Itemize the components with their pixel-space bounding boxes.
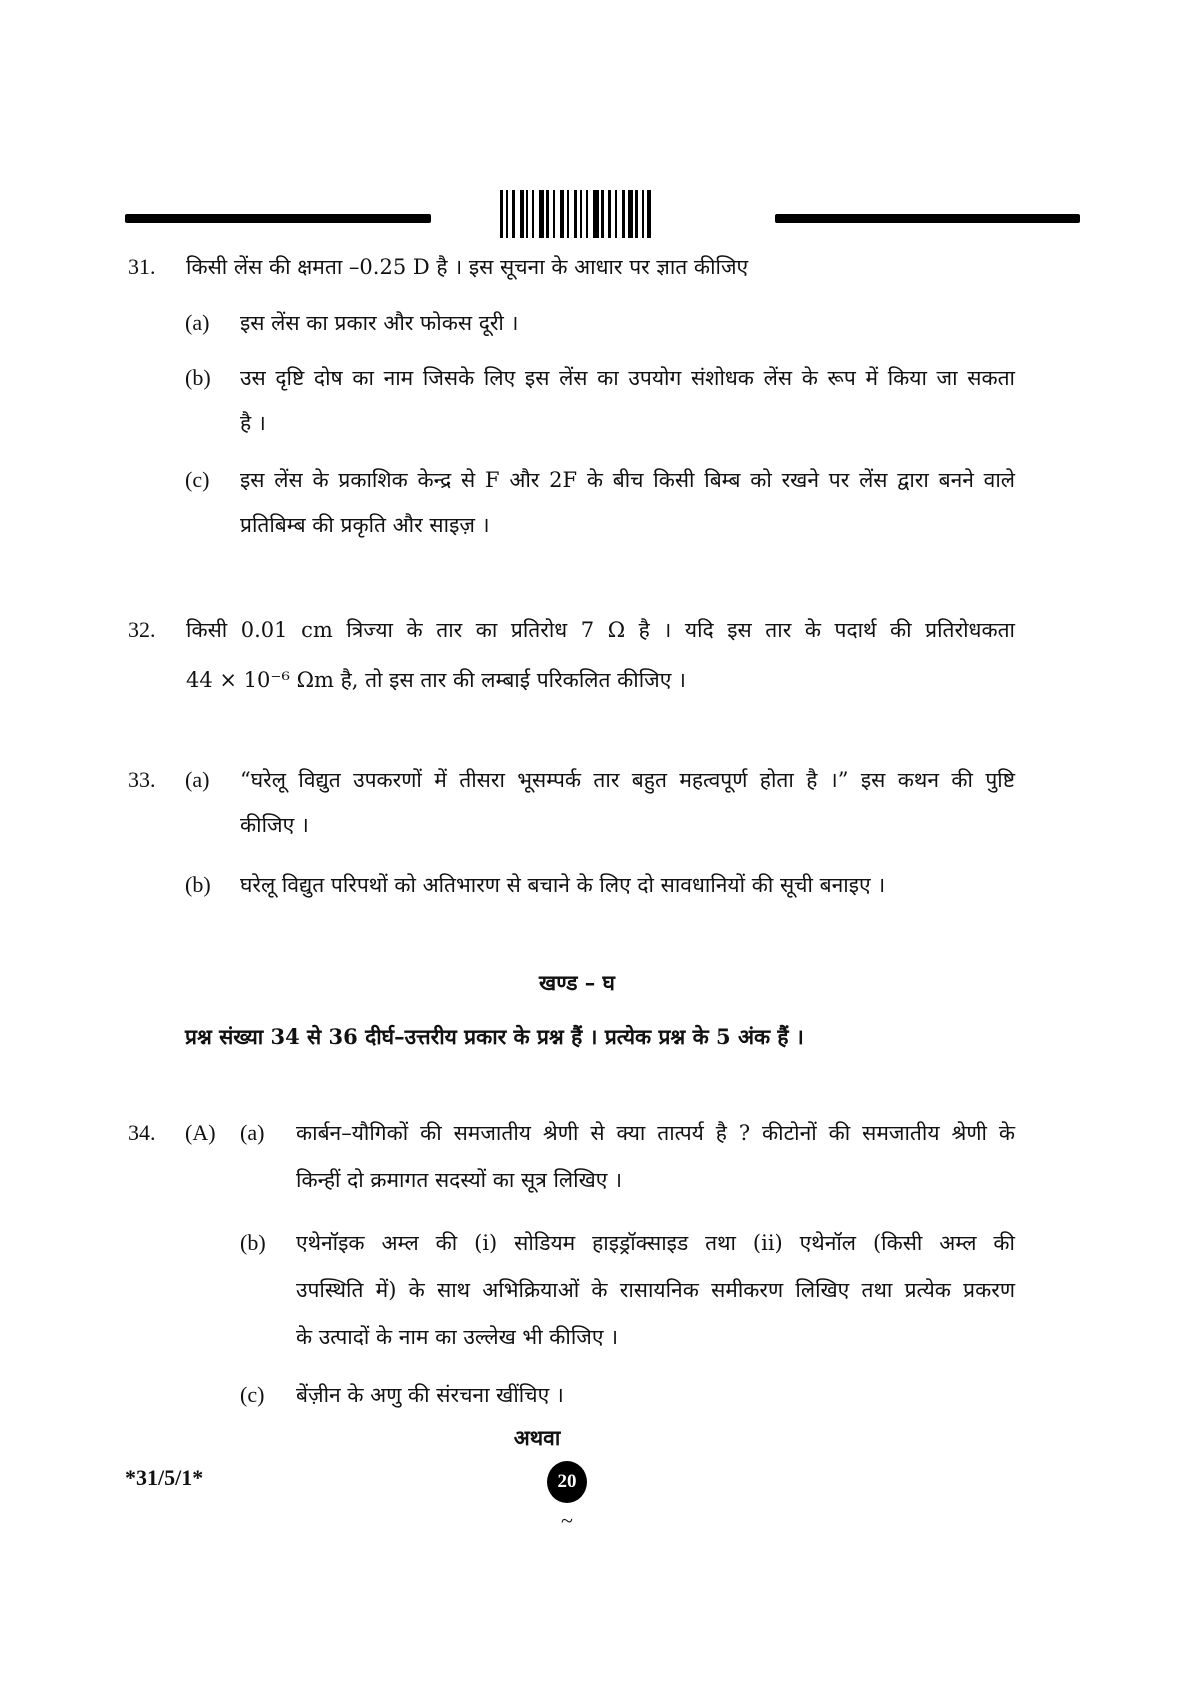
question-32-line2: 44 × 10⁻⁶ Ωm है, तो इस तार की लम्बाई परिकलित कीजिए । [186,668,686,692]
option-label: (A) [185,1120,216,1145]
barcode-icon [500,190,690,238]
question-33a-line2: कीजिए । [240,813,309,837]
question-34a-line1: कार्बन–यौगिकों की समजातीय श्रेणी से क्या तात्पर्य है ? कीटोनों की समजातीय श्रेणी के [296,1121,1015,1145]
question-34a-line2: किन्हीं दो क्रमागत सदस्यों का सूत्र लिखिए । [296,1168,623,1192]
section-title: खण्ड – घ [539,970,615,995]
page-number: 20 [557,1471,577,1492]
footer-mark: ~ [561,1508,573,1533]
question-32-line1: किसी 0.01 cm त्रिज्या के तार का प्रतिरोध 7 Ω है । यदि इस तार के पदार्थ की प्रतिरोधकता [186,618,1015,642]
part-label: (b) [240,1230,266,1255]
question-31b-line1: उस दृष्टि दोष का नाम जिसके लिए इस लेंस का उपयोग संशोधक लेंस के रूप में किया जा सकता [240,366,1015,390]
header-rule-left [125,214,431,223]
question-31a-text: इस लेंस का प्रकार और फोकस दूरी । [240,311,519,335]
question-31-stem: किसी लेंस की क्षमता –0.25 D है । इस सूचना के आधार पर ज्ञात कीजिए [186,255,749,279]
part-label: (c) [185,467,210,492]
question-34b-line1: एथेनॉइक अम्ल की (i) सोडियम हाइड्रॉक्साइड तथा (ii) एथेनॉल (किसी अम्ल की [296,1231,1015,1255]
question-number: 34. [128,1120,156,1145]
page-number-badge [547,1461,587,1503]
part-label: (c) [240,1382,265,1407]
question-34c-text: बेंज़ीन के अणु की संरचना खींचिए । [296,1383,564,1407]
question-number: 33. [128,767,156,792]
part-label: (a) [240,1120,265,1145]
question-34b-line3: के उत्पादों के नाम का उल्लेख भी कीजिए । [296,1325,619,1349]
section-instruction: प्रश्न संख्या 34 से 36 दीर्घ–उत्तरीय प्रकार के प्रश्न हैं । प्रत्येक प्रश्न के 5 अंक हैं । [185,1024,804,1049]
question-31c-line1: इस लेंस के प्रकाशिक केन्द्र से F और 2F के बीच किसी बिम्ब को रखने पर लेंस द्वारा बनने वाले [240,468,1015,492]
part-label: (a) [185,310,210,335]
paper-code: *31/5/1* [125,1465,204,1490]
question-number: 32. [128,617,156,642]
or-label: अथवा [513,1425,561,1450]
question-33a-line1: “घरेलू विद्युत उपकरणों में तीसरा भूसम्पर्क तार बहुत महत्वपूर्ण होता है ।” इस कथन की पुष्टि [240,768,1015,792]
header-rule-right [775,214,1080,223]
question-31b-line2: है । [240,411,266,435]
question-34b-line2: उपस्थिति में) के साथ अभिक्रियाओं के रासायनिक समीकरण लिखिए तथा प्रत्येक प्रकरण [296,1278,1015,1302]
question-31c-line2: प्रतिबिम्ब की प्रकृति और साइज़ । [240,513,490,537]
question-number: 31. [128,254,156,279]
question-33b-text: घरेलू विद्युत परिपथों को अतिभारण से बचाने के लिए दो सावधानियों की सूची बनाइए । [240,873,886,897]
part-label: (b) [185,365,211,390]
part-label: (a) [185,767,210,792]
part-label: (b) [185,872,211,897]
